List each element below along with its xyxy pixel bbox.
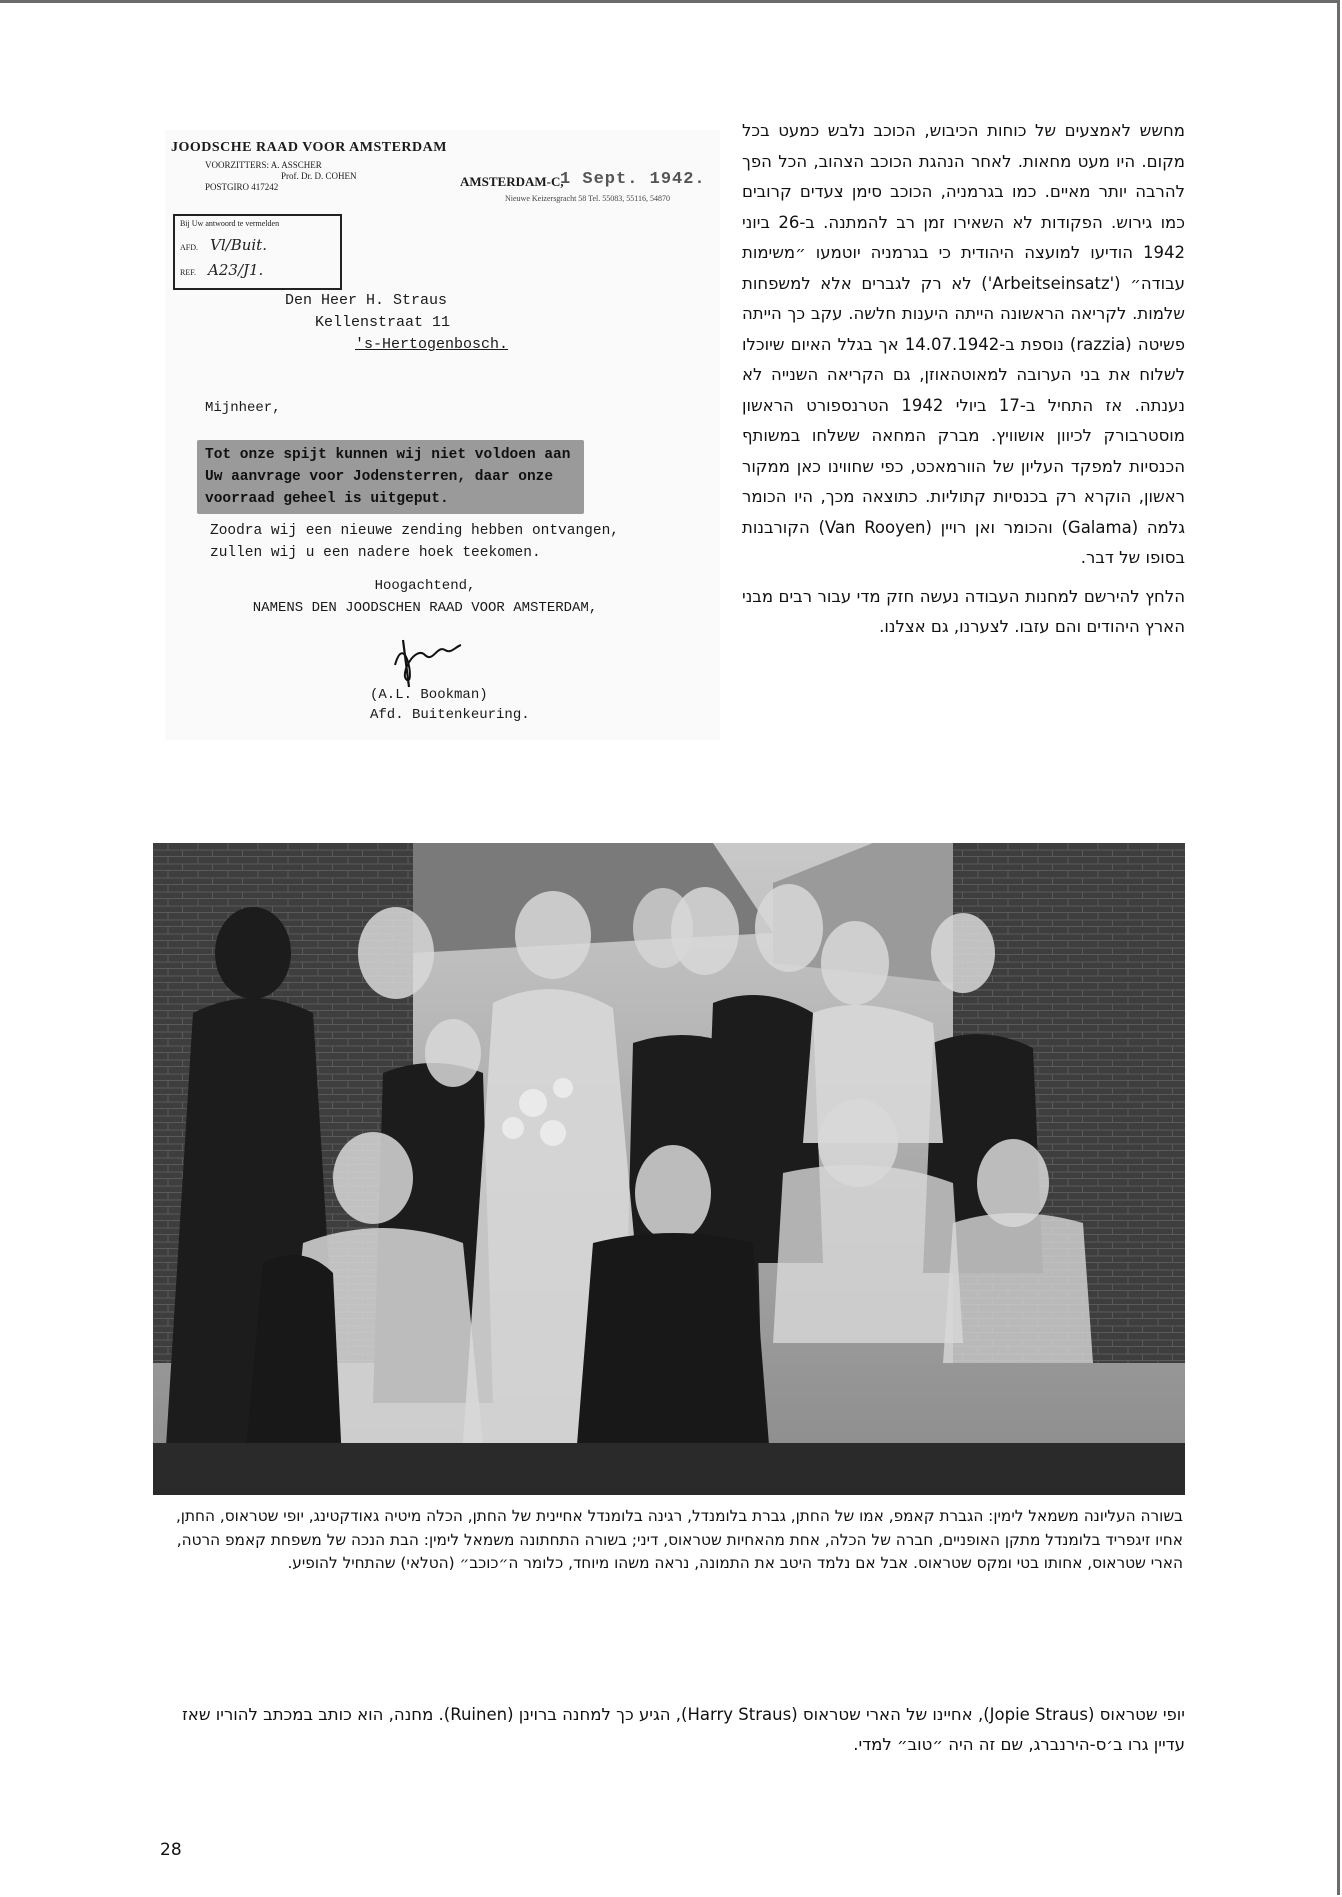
- letter-close-line2: NAMENS DEN JOODSCHEN RAAD VOOR AMSTERDAM,: [252, 600, 598, 616]
- letter-to-line2: Kellenstraat 11: [315, 314, 451, 331]
- photo-caption: בשורה העליונה משמאל לימין: הגברת קאמפ, אמו של החתן, גברת בלומנדל, רגינה בלומנדל אחיינית של החתן, הכלה מיטיה גאודקטינג, יופי שטראוס, החתן, אחיו זיגפריד בלומנדל מתקן האופניים, חברה של הכלה, אחת מהאחיות שטראוס, דיני; בשורה התחתונה משמאל לימין: הבת הנכה של משפחת קאמפ הרטה, הארי שטראוס, אחותו בטי ומקס שטראוס. אבל אם נלמד היטב את התמונה, נראה משהו מיוחד, כלומר ה״כוכב״ (הטלאי) שהתחיל להופיע.: [175, 1507, 1183, 1572]
- closing-paragraph: יופי שטראוס (Jopie Straus), אחיינו של הארי שטראוס (Harry Straus), הגיע כך למחנה ברוינן (Ruinen). מחנה, הוא כותב במכתב להוריו שאז עדיין גרו ב׳ס-הירנברג, שם זה היה ״טוב״ למדי.: [182, 1705, 1185, 1754]
- wedding-group-photo: [153, 843, 1185, 1495]
- letter-chair2: Prof. Dr. D. COHEN: [281, 171, 357, 181]
- letter-second-paragraph: [210, 520, 619, 564]
- letter-closing: [195, 575, 655, 619]
- letter-box-ref-value: A23/J1.: [208, 261, 264, 279]
- page-number: 28: [160, 1840, 182, 1860]
- letter-chairs: [205, 160, 357, 193]
- letter-box-instruction: Bij Uw antwoord te vermelden: [180, 219, 280, 228]
- letter-body2-line2: zullen wij u een nadere hoek teekomen.: [210, 545, 541, 561]
- letter-body1-line1: Tot onze spijt kunnen wij niet voldoen aan: [205, 447, 571, 463]
- right-paragraph-2: הלחץ להירשם למחנות העבודה נעשה חזק מדי עבור רבים מבני הארץ היהודים והם עזבו. לצערנו, גם אצלנו.: [742, 586, 1185, 636]
- right-paragraph-1: מחשש לאמצעים של כוחות הכיבוש, הכוכב נלבש כמעט בכל מקום. היו מעט מחאות. לאחר הנהגת הכוכב הצהוב, הכל הפך להרבה יותר מאיים. כמו בגרמניה, הכוכב סימן צעדים קרובים כמו גירוש. הפקודות לא השאירו זמן רב להמתנה. ב-26 ביוני 1942 הודיעו למועצה היהודית כי בגרמניה יוטמעו ״משימות עבודה״ ('Arbeitseinsatz') לא רק לגברים אלא למשפחות שלמות. לקריאה הראשונה הייתה היענות חלשה. עקב כך הייתה פשיטה (razzia) נוספת ב-14.07.1942 אך בגלל האיום שיוכלו לשלוח את בני הערובה למאוטהאוזן, גם הקריאה השנייה לא נענתה. אז התחיל ב-17 ביולי 1942 הטרנספורט הראשון מוסטרבורק לכיוון אושוויץ. מברק המחאה ששלחו במשותף הכנסיות למפקד העליון של הוורמאכט, כפי שחווינו כאן ממקור ראשון, הוקרא רק בכנסיות קתוליות. כתוצאה מכך, היו הכומר גלמה (Galama) והכומר ואן רויין (Van Rooyen) הקורבנות בסופו של דבר.: [742, 121, 1185, 567]
- letter-highlighted-paragraph: [197, 440, 584, 514]
- letter-reference-box: [173, 214, 342, 290]
- letter-body1-line2: Uw aanvrage voor Jodensterren, daar onze: [205, 469, 554, 485]
- letter-signatory: [370, 685, 530, 725]
- letter-place: AMSTERDAM-C,: [460, 174, 564, 189]
- letter-postgiro: POSTGIRO 417242: [205, 182, 279, 192]
- letter-date: 1 Sept. 1942.: [560, 170, 706, 189]
- letter-box-afd-value: Vl/Buit.: [210, 236, 267, 254]
- letter-recipient: [285, 290, 508, 356]
- letter-to-line3: 's-Hertogenbosch.: [355, 336, 509, 353]
- letter-to-line1: Den Heer H. Straus: [285, 292, 448, 309]
- letter-close-line1: Hoogachtend,: [374, 578, 476, 594]
- letter-box-ref-label: REF.: [180, 268, 197, 277]
- letter-chair1: A. ASSCHER: [270, 160, 322, 170]
- letter-salutation: Mijnheer,: [205, 400, 281, 416]
- right-text-column: [742, 116, 1185, 651]
- letter-org-heading: JOODSCHE RAAD VOOR AMSTERDAM: [171, 140, 447, 155]
- letter-chairs-label: VOORZITTERS:: [205, 160, 269, 170]
- letter-sign-line2: Afd. Buitenkeuring.: [370, 707, 530, 723]
- letter-sign-line1: (A.L. Bookman): [370, 687, 488, 703]
- wedding-photo-icon: [153, 843, 1185, 1495]
- letter-box-afd-label: AFD.: [180, 243, 199, 252]
- jewish-council-letter-scan: [165, 130, 720, 740]
- letter-address: Nieuwe Keizersgracht 58 Tel. 55083, 55116, 54870: [505, 194, 670, 203]
- letter-body1-line3: voorraad geheel is uitgeput.: [205, 491, 449, 507]
- letter-body2-line1: Zoodra wij een nieuwe zending hebben ontvangen,: [210, 523, 619, 539]
